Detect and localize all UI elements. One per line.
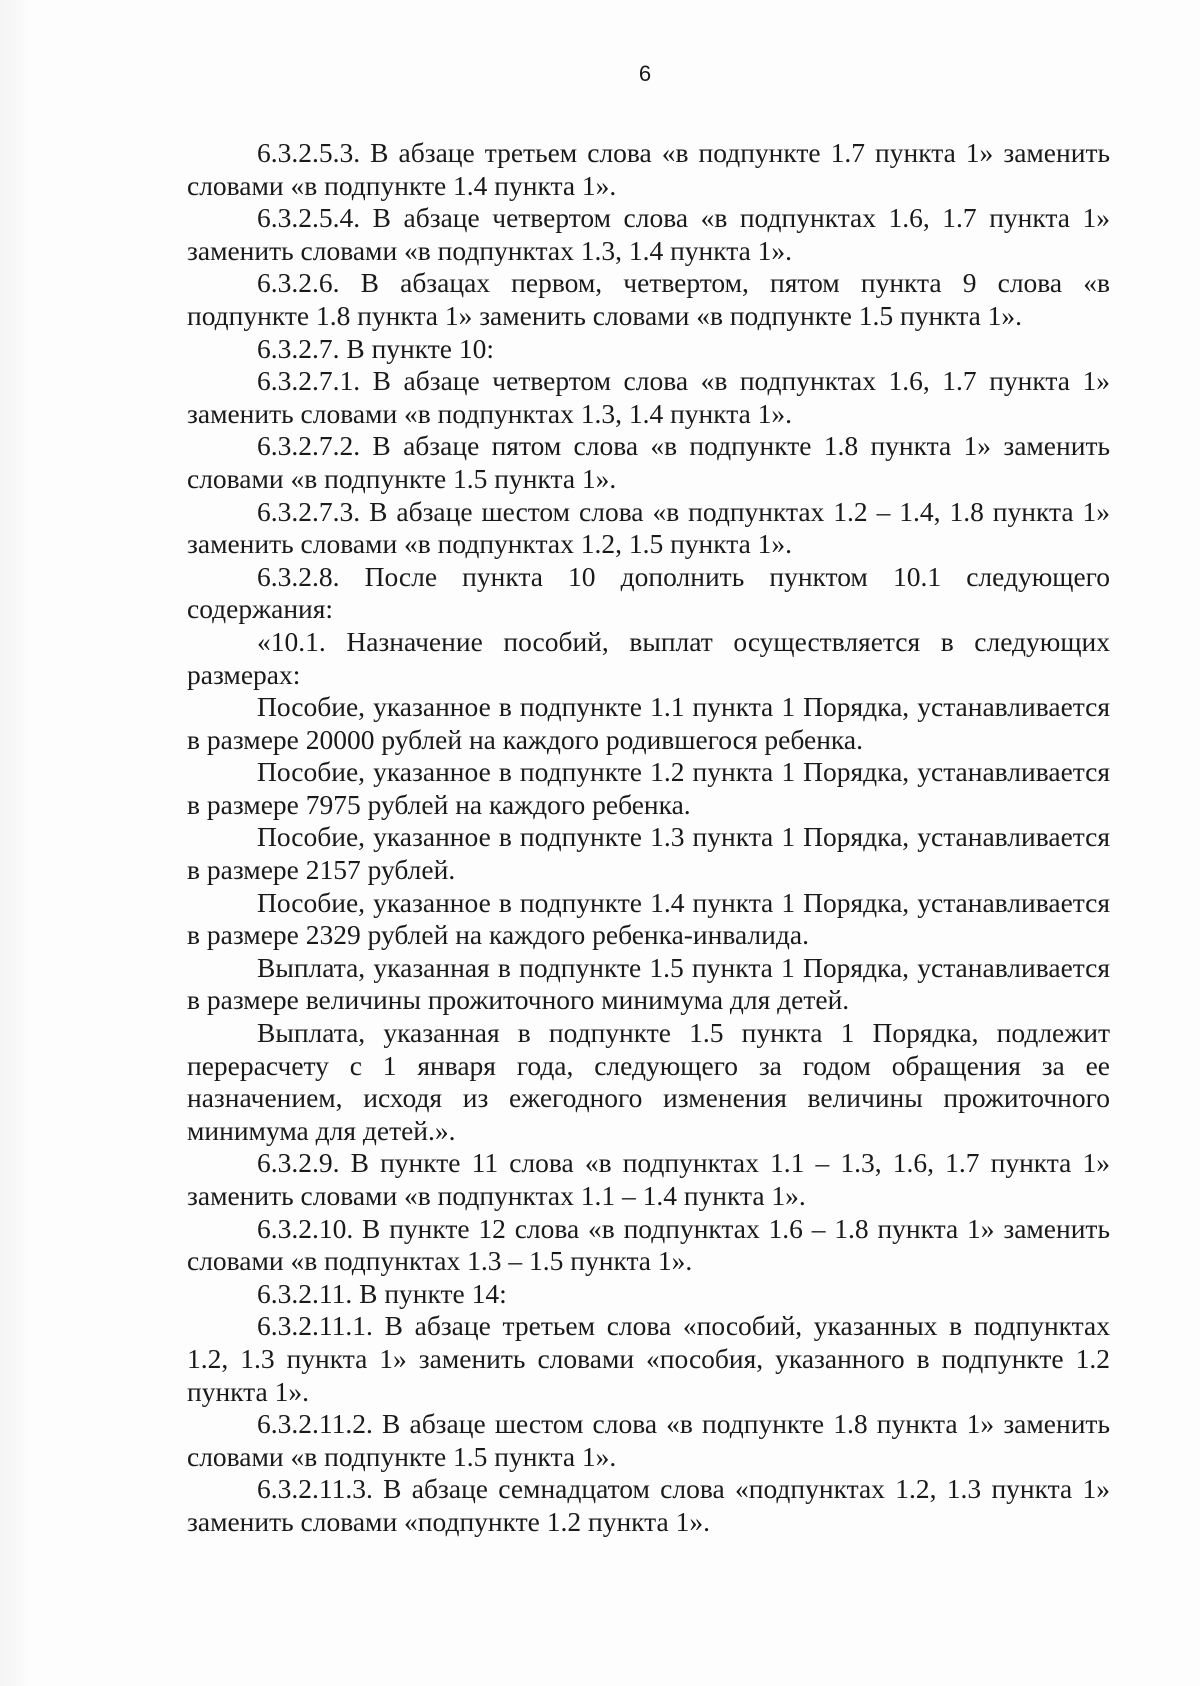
scan-edge-shadow xyxy=(0,0,30,1686)
paragraph-allowance-1-1: Пособие, указанное в подпункте 1.1 пункта 1 Порядка, устанавливается в размере 20000 рублей на каждого родившегося ребенка. xyxy=(187,691,1110,755)
document-body xyxy=(187,137,1110,1539)
paragraph-6-3-2-9: 6.3.2.9. В пункте 11 слова «в подпунктах 1.1 – 1.3, 1.6, 1.7 пункта 1» заменить словами «в подпунктах 1.1 – 1.4 пункта 1». xyxy=(187,1147,1110,1211)
paragraph-6-3-2-7-2: 6.3.2.7.2. В абзаце пятом слова «в подпункте 1.8 пункта 1» заменить словами «в подпункте 1.5 пункта 1». xyxy=(187,430,1110,494)
paragraph-10-1-intro: «10.1. Назначение пособий, выплат осуществляется в следующих размерах: xyxy=(187,625,1110,690)
paragraph-allowance-1-4: Пособие, указанное в подпункте 1.4 пункта 1 Порядка, устанавливается в размере 2329 рублей на каждого ребенка-инвалида. xyxy=(187,886,1110,951)
paragraph-6-3-2-11-3: 6.3.2.11.3. В абзаце семнадцатом слова «подпунктах 1.2, 1.3 пункта 1» заменить словами «подпункте 1.2 пункта 1». xyxy=(187,1473,1110,1537)
paragraph-allowance-1-2: Пособие, указанное в подпункте 1.2 пункта 1 Порядка, устанавливается в размере 7975 рублей на каждого ребенка. xyxy=(187,756,1110,820)
paragraph-6-3-2-7-3: 6.3.2.7.3. В абзаце шестом слова «в подпунктах 1.2 – 1.4, 1.8 пункта 1» заменить словами «в подпунктах 1.2, 1.5 пункта 1». xyxy=(187,495,1110,560)
page-number: 6 xyxy=(638,61,652,86)
paragraph-allowance-1-3: Пособие, указанное в подпункте 1.3 пункта 1 Порядка, устанавливается в размере 2157 рублей. xyxy=(187,821,1110,886)
paragraph-6-3-2-10: 6.3.2.10. В пункте 12 слова «в подпунктах 1.6 – 1.8 пункта 1» заменить словами «в подпунктах 1.3 – 1.5 пункта 1». xyxy=(187,1212,1110,1277)
paragraph-payment-recalculation: Выплата, указанная в подпункте 1.5 пункта 1 Порядка, подлежит перерасчету с 1 января года, следующего за годом обращения за ее назначением, исходя из ежегодного изменения величины прожиточного минимума для детей.». xyxy=(187,1017,1110,1146)
paragraph-6-3-2-11: 6.3.2.11. В пункте 14: xyxy=(257,1277,507,1309)
paragraph-6-3-2-7-1: 6.3.2.7.1. В абзаце четвертом слова «в подпунктах 1.6, 1.7 пункта 1» заменить словами «в подпунктах 1.3, 1.4 пункта 1». xyxy=(187,365,1110,429)
paragraph-payment-1-5: Выплата, указанная в подпункте 1.5 пункта 1 Порядка, устанавливается в размере величины прожиточного минимума для детей. xyxy=(187,951,1110,1016)
paragraph-6-3-2-5-3: 6.3.2.5.3. В абзаце третьем слова «в подпункте 1.7 пункта 1» заменить словами «в подпункте 1.4 пункта 1». xyxy=(187,137,1110,201)
paragraph-6-3-2-7: 6.3.2.7. В пункте 10: xyxy=(257,332,495,364)
paragraph-6-3-2-11-2: 6.3.2.11.2. В абзаце шестом слова «в подпункте 1.8 пункта 1» заменить словами «в подпункте 1.5 пункта 1». xyxy=(187,1408,1110,1472)
paragraph-6-3-2-8: 6.3.2.8. После пункта 10 дополнить пунктом 10.1 следующего содержания: xyxy=(187,560,1110,625)
paragraph-6-3-2-6: 6.3.2.6. В абзацах первом, четвертом, пятом пункта 9 слова «в подпункте 1.8 пункта 1» заменить словами «в подпункте 1.5 пункта 1». xyxy=(187,267,1110,331)
paragraph-6-3-2-11-1: 6.3.2.11.1. В абзаце третьем слова «пособий, указанных в подпунктах 1.2, 1.3 пункта 1» заменить словами «пособия, указанного в подпункте 1.2 пункта 1». xyxy=(187,1310,1110,1407)
paragraph-6-3-2-5-4: 6.3.2.5.4. В абзаце четвертом слова «в подпунктах 1.6, 1.7 пункта 1» заменить словами «в подпунктах 1.3, 1.4 пункта 1». xyxy=(187,202,1110,266)
